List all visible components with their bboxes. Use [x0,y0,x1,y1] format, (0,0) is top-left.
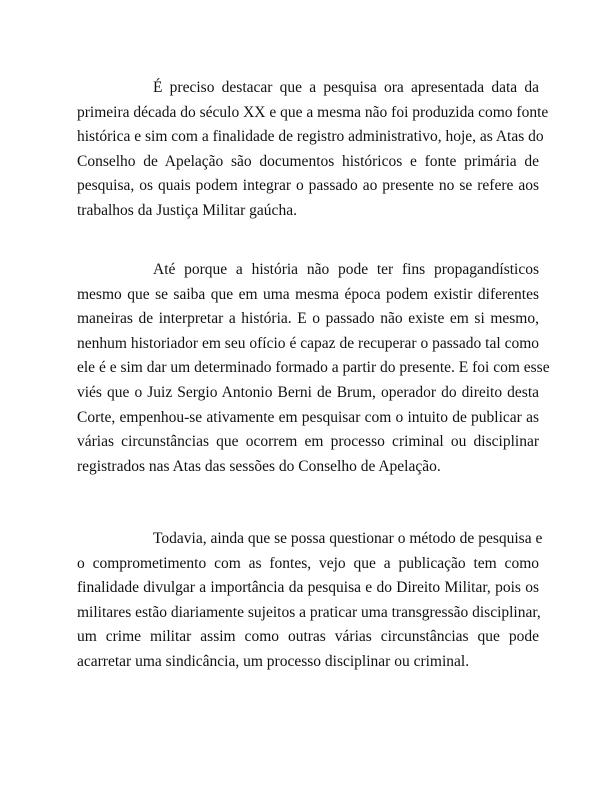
text-line: Todavia, ainda que se possa questionar o método de pesquisa e [153,530,543,547]
text-line: Corte, empenhou-se ativamente em pesquisar com o intuito de publicar as [77,408,539,426]
text-line: trabalhos da Justiça Militar gaúcha. [77,201,297,219]
text-line: pesquisa, os quais podem integrar o passado ao presente no se refere aos [77,177,539,195]
text-line: mesmo que se saiba que em uma mesma época podem existir diferentes [77,285,539,303]
text-line: É preciso destacar que a pesquisa ora apresentada data da [153,79,539,96]
text-line: Até porque a história não pode ter fins propagandísticos [153,261,539,278]
text-line: finalidade divulgar a importância da pesquisa e do Direito Militar, pois os [77,579,539,597]
text-line: nenhum historiador em seu ofício é capaz de recuperar o passado tal como [77,334,539,352]
paragraph-3 [77,527,543,675]
text-line: Conselho de Apelação são documentos históricos e fonte primária de [77,152,539,170]
text-line: militares estão diariamente sujeitos a praticar uma transgressão disciplinar, [77,603,541,621]
text-line: registrados nas Atas das sessões do Conselho de Apelação. [77,457,441,475]
paragraph-1 [77,76,549,224]
text-line: um crime militar assim como outras várias circunstâncias que pode [77,628,539,646]
text-line: acarretar uma sindicância, um processo disciplinar ou criminal. [77,652,470,670]
text-line: várias circunstâncias que ocorrem em processo criminal ou disciplinar [77,433,539,451]
text-line: primeira década do século XX e que a mesma não foi produzida como fonte [77,103,549,121]
text-line: histórica e sim com a finalidade de registro administrativo, hoje, as Atas do [77,128,544,146]
text-line: maneiras de interpretar a história. E o passado não existe em si mesmo, [77,310,539,328]
text-line: viés que o Juiz Sergio Antonio Berni de Brum, operador do direito desta [77,383,539,401]
paragraph-2 [77,258,550,479]
text-line: o comprometimento com as fontes, vejo que a publicação tem como [77,554,539,572]
text-line: ele é e sim dar um determinado formado a partir do presente. E foi com esse [77,359,550,377]
